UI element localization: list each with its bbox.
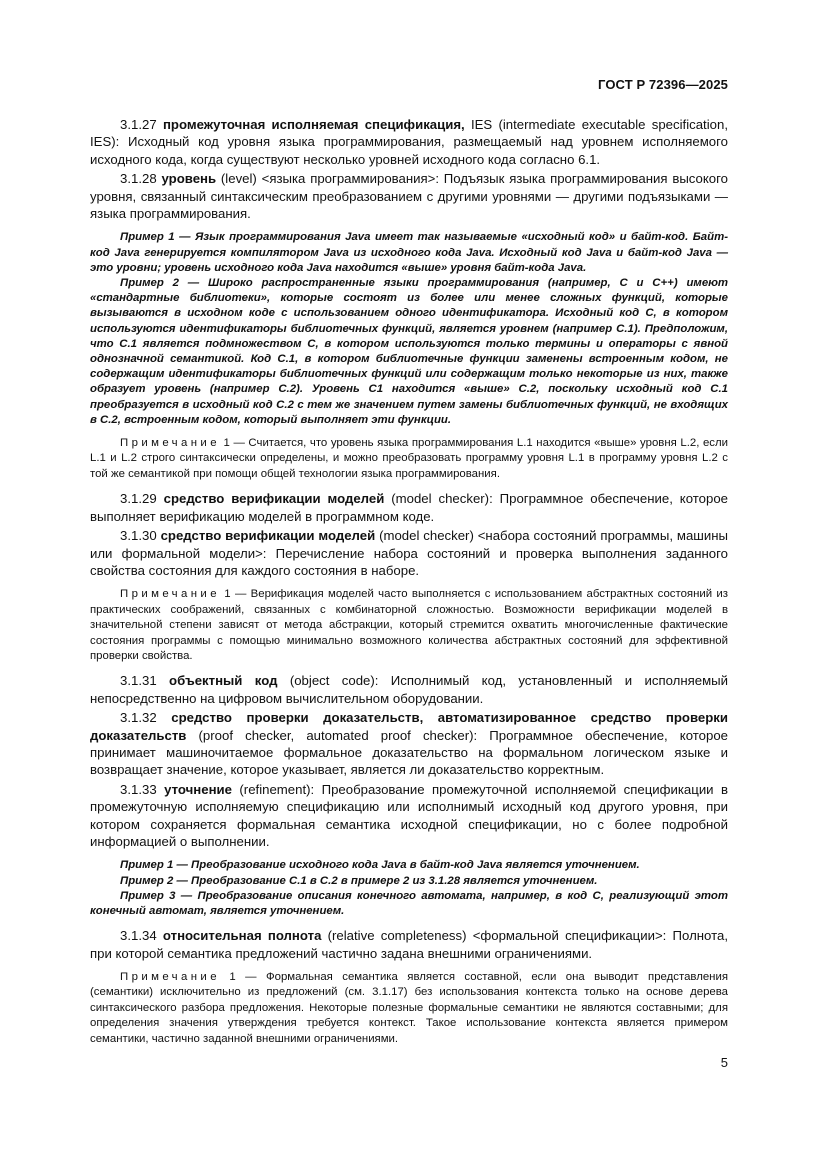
document-header: ГОСТ Р 72396—2025 bbox=[598, 77, 728, 92]
clause-3-1-27: 3.1.27 промежуточная исполняемая спецификация, IES (intermediate executable specification, IES): Исходный код уровня языка программирования, размещаемый над уровнем исполняемого исходного кода, когда существуют несколько уровней исходного кода согласно 6.1. bbox=[90, 117, 728, 167]
clause-3-1-33: 3.1.33 уточнение (refinement): Преобразование промежуточной исполняемой спецификации в промежуточную исполняемую спецификацию или исполнимый исходный код другого уровня, при котором сохраняется формальная семантика исходной спецификации, но с более подробной информацией о выполнении. bbox=[90, 781, 728, 850]
note: Примечание 1 — Формальная семантика является составной, если она выводит представления (семантики) исключительно из предложений (см. 3.1.17) без использования контекста только на основе дерева синтаксического разбора предложения. Некоторые полезные формальные семантики не являются составными; для определения значения утверждения требуется контекст. Такое использование контекста является примером семантики, частично заданной внешними ограничениями. bbox=[90, 971, 729, 1045]
term: уровень bbox=[161, 171, 217, 187]
page-number: 5 bbox=[720, 1055, 728, 1070]
example-3: Пример 3 — Преобразование описания конечного автомата, например, в код С, реализующий этот конечный автомат, является уточнением. bbox=[90, 889, 728, 918]
term: относительная полнота bbox=[162, 928, 322, 944]
clause-3-1-34: 3.1.34 относительная полнота (relative completeness) <формальной спецификации>: Полнота, при которой семантика предложений частично задана внешними ограничениями. bbox=[90, 928, 728, 961]
example-2: Пример 2 — Широко распространенные языки программирования (например, С и С++) имеют «стандартные библиотеки», которые состоят из более или менее сложных функций, которые вызываются в исходном коде с использованием одного идентификатора. Исходный код С, в котором используются идентификаторы библиотечных функций, является уровнем (например С.1). Предположим, что С.1 является подмножеством С, в котором используются только термины и операторы с явной однозначной семантикой. Код С.1, в котором библиотечные функции заменены встроенным кодом, не содержащим идентификаторы библиотечных функций или содержащим только некоторые из них, также образует уровень (например С.2). Уровень С1 находится «выше» С.2, поскольку исходный код С.1 преобразуется в исходный код С.2 с тем же значением путем замены библиотечных функций, не входящих в С.2, встроенным кодом, который выполняет эти функции. bbox=[90, 277, 728, 426]
page-body bbox=[90, 116, 728, 1047]
example-1: Пример 1 — Язык программирования Java имеет так называемые «исходный код» и байт-код. Байт-код Java генерируется компилятором Java из исходного кода Java. Исходный код Java и байт-код Java — это уровни; уровень исходного кода Java находится «выше» уровня байт-кода Java. bbox=[90, 231, 728, 274]
example-2: Пример 2 — Преобразование С.1 в С.2 в примере 2 из 3.1.28 является уточнением. bbox=[120, 874, 598, 887]
clause-3-1-29: 3.1.29 средство верификации моделей (model checker): Программное обеспечение, которое выполняет верификацию моделей в программном коде. bbox=[90, 491, 728, 524]
term: средство проверки доказательств, автоматизированное средство проверки доказательств bbox=[90, 710, 728, 743]
term: объектный код bbox=[169, 673, 278, 689]
note: Примечание 1 — Считается, что уровень языка программирования L.1 находится «выше» уровня L.2, если L.1 и L.2 строго синтаксически определены, и можно преобразовать программу уровня L.1 в программу уровня L.2 с той же семантикой при помощи общей технологии языка программирования. bbox=[90, 437, 729, 480]
term: средство верификации моделей bbox=[163, 491, 385, 507]
clause-3-1-31: 3.1.31 объектный код (object code): Исполнимый код, установленный и исполняемый непосредственно на цифровом вычислительном оборудовании. bbox=[90, 673, 728, 706]
term: промежуточная исполняемая спецификация, bbox=[162, 117, 465, 132]
term: средство верификации моделей bbox=[160, 528, 376, 544]
term: уточнение bbox=[164, 781, 232, 797]
clause-3-1-32: 3.1.32 средство проверки доказательств, автоматизированное средство проверки доказательств (proof checker, automated proof checker): Программное обеспечение, которое принимает машиночитаемое формальное доказательство на формальном логическом языке и возвращает значение, которое указывает, является ли доказательство корректным. bbox=[90, 710, 728, 778]
example-1: Пример 1 — Преобразование исходного кода Java в байт-код Java является уточнением. bbox=[120, 859, 640, 872]
note: Примечание 1 — Верификация моделей часто выполняется с использованием абстрактных состояний из практических соображений, связанных с комбинаторной сложностью. Возможности верификации моделей в значительной степени зависят от метода абстракции, который стремится охватить многочисленные фактические состояния программы с помощью минимально возможного количества абстрактных состояний для эффективной проверки свойства. bbox=[90, 588, 728, 662]
clause-3-1-30: 3.1.30 средство верификации моделей (model checker) <набора состояний программы, машины или формальной модели>: Перечисление набора состояний и проверка выполнения заданного свойства состояния для каждого состояния в наборе. bbox=[90, 528, 728, 578]
clause-3-1-28: 3.1.28 уровень (level) <языка программирования>: Подъязык языка программирования высокого уровня, связанный синтаксическим преобразованием с другими уровнями — другими подъязыками — языка программирования. bbox=[90, 171, 728, 222]
